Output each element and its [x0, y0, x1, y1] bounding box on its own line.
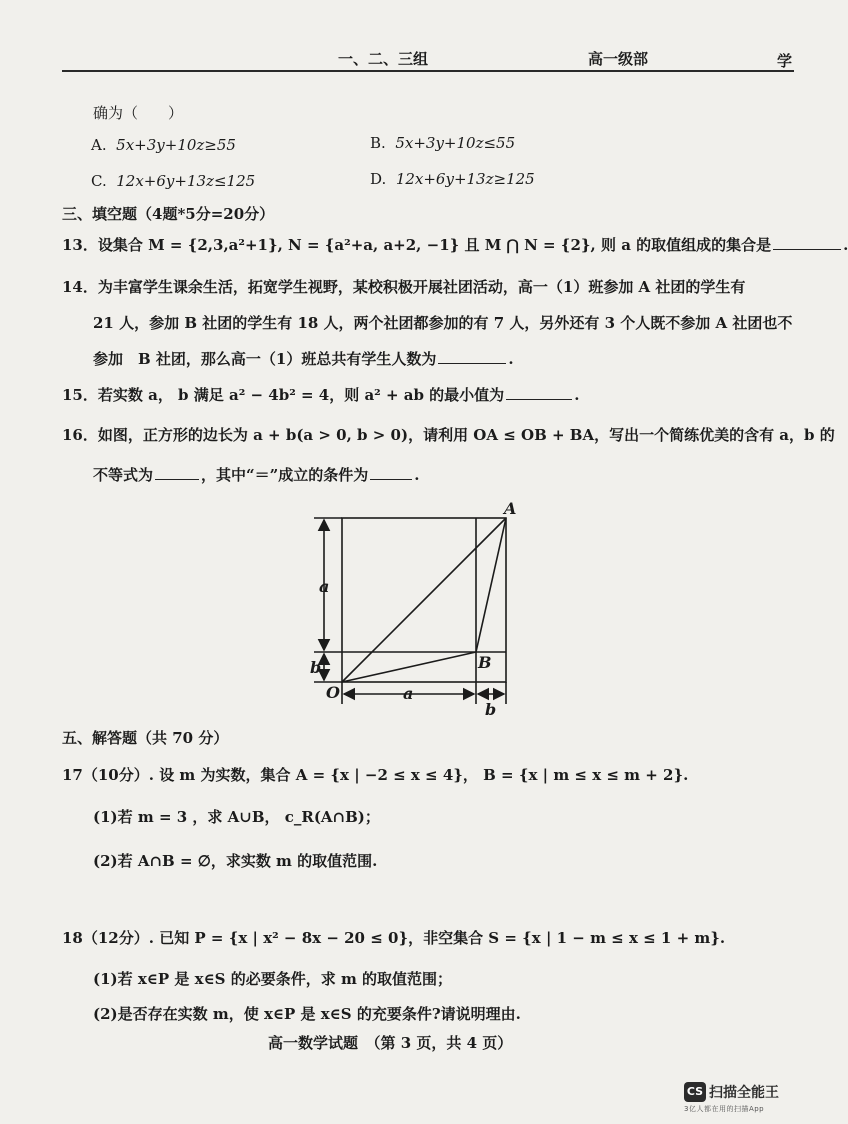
q16-condition-blank	[370, 465, 412, 480]
q16-line2: 不等式为 ，其中“＝”成立的条件为 .	[93, 466, 420, 484]
q15: 15．若实数 a， b 满足 a² − 4b² = 4，则 a² + ab 的最小值为 .	[62, 386, 580, 404]
q12-option-b: B. 5x+3y+10z≤55	[370, 134, 516, 152]
q18-part1: (1)若 x∈P 是 x∈S 的必要条件，求 m 的取值范围；	[93, 970, 453, 988]
q12-option-c: C. 12x+6y+13z≤125	[91, 172, 256, 190]
q14-answer-blank	[438, 349, 506, 364]
q14-line3: 参加 B 社团，那么高一（1）班总共有学生人数为 .	[93, 350, 514, 368]
q12-tail-text: 确为（ ）	[93, 104, 184, 122]
q13: 13．设集合 M = {2,3,a²+1}, N = {a²+a, a+2, −1} 且 M ⋂ N = {2}, 则 a 的取值组成的集合是 .	[62, 236, 848, 254]
q12-option-d: D. 12x+6y+13z≥125	[370, 170, 535, 188]
q12-option-a: A. 5x+3y+10z≥55	[91, 136, 236, 154]
q17-part2: (2)若 A∩B = ∅，求实数 m 的取值范围.	[93, 852, 378, 870]
square-geometry-figure	[300, 498, 530, 720]
label-B: B	[478, 653, 492, 672]
q16-line1: 16．如图，正方形的边长为 a + b(a > 0, b > 0)，请利用 OA ≤ OB + BA，写出一个简练优美的含有 a，b 的	[62, 426, 835, 444]
header-rule	[62, 70, 794, 72]
q14-line2: 21 人，参加 B 社团的学生有 18 人，两个社团都参加的有 7 人，另外还有 3 个人既不参加 A 社团也不	[93, 314, 793, 332]
label-A: A	[504, 499, 517, 518]
scanner-tagline: 3亿人都在用的扫描App	[684, 1104, 765, 1113]
q13-answer-blank	[773, 235, 841, 250]
label-b-horizontal: b	[485, 700, 497, 719]
section5-title: 五、解答题（共 70 分）	[62, 729, 229, 747]
header-groups: 一、二、三组	[338, 50, 429, 68]
scanner-logo-icon: CS	[684, 1082, 706, 1102]
scanner-watermark	[684, 1081, 779, 1114]
q18-part2: (2)是否存在实数 m，使 x∈P 是 x∈S 的充要条件?请说明理由.	[93, 1005, 521, 1023]
segment-BA	[476, 518, 506, 652]
q15-answer-blank	[506, 385, 572, 400]
section3-title: 三、填空题（4题*5分=20分）	[62, 205, 275, 223]
q14-line1: 14．为丰富学生课余生活，拓宽学生视野，某校积极开展社团活动，高一（1）班参加 A 社团的学生有	[62, 278, 746, 296]
segment-OB	[342, 652, 476, 682]
label-b-vertical: b	[310, 658, 322, 677]
header-edge-char: 学	[777, 52, 793, 70]
label-a-horizontal: a	[403, 684, 414, 703]
q17-stem: 17（10分）. 设 m 为实数，集合 A = {x | −2 ≤ x ≤ 4}， B = {x | m ≤ x ≤ m + 2}.	[62, 766, 689, 784]
header-department: 高一级部	[588, 50, 649, 68]
page-footer: 高一数学试题 （第 3 页，共 4 页）	[268, 1034, 513, 1052]
label-a-vertical: a	[319, 577, 330, 596]
label-O: O	[326, 683, 340, 702]
q16-inequality-blank	[155, 465, 199, 480]
q17-part1: (1)若 m = 3 ，求 A∪B， c_R(A∩B)；	[93, 808, 380, 826]
scanner-app-name: 扫描全能王	[709, 1084, 779, 1101]
q18-stem: 18（12分）. 已知 P = {x | x² − 8x − 20 ≤ 0}，非空集合 S = {x | 1 − m ≤ x ≤ 1 + m}.	[62, 929, 726, 947]
